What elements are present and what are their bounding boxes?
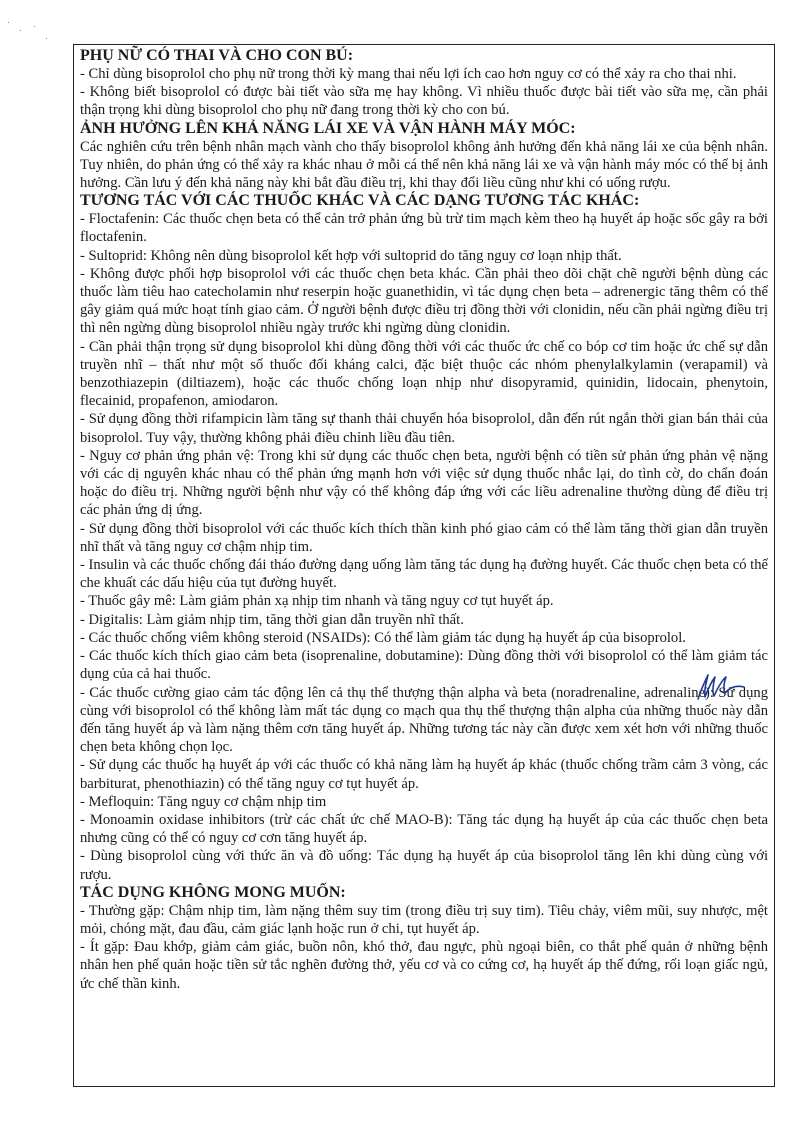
paragraph: - Digitalis: Làm giảm nhịp tim, tăng thời gian dẫn truyền nhĩ thất. [80,611,464,628]
paragraph: Các nghiên cứu trên bệnh nhân mạch vành cho thấy bisoprolol không ảnh hưởng đến khả năng lái xe của bệnh nhân. Tuy nhiên, do phản ứng có thể xảy ra khác nhau ở mỗi cá thể nên khả năng lái xe và vận hành máy móc có thể bị ảnh hưởng. Cần lưu ý đến khả năng này khi bắt đầu điều trị, khi thay đổi liều cũng như khi có uống rượu. [80,138,768,192]
paragraph: - Thuốc gây mê: Làm giảm phản xạ nhịp tim nhanh và tăng nguy cơ tụt huyết áp. [80,593,554,610]
paragraph: - Các thuốc cường giao cảm tác động lên cả thụ thể thượng thận alpha và beta (noradrenaline, adrenaline): Sử dụng cùng với bisoprolol có thể không làm mất tác dụng co mạch qua thụ thể thượng thận alpha của những thuốc này dẫn đến tăng huyết áp và làm nặng thêm cơn tăng huyết áp. Những tương tác này cần được xem xét hơn với những thuốc chẹn beta không chọn lọc. [80,684,768,756]
paragraph: - Không biết bisoprolol có được bài tiết vào sữa mẹ hay không. Vì nhiều thuốc được bài tiết vào sữa mẹ, cần phải thận trọng khi dùng bisoprolol cho phụ nữ đang trong thời kỳ cho con bú. [80,84,768,119]
section-heading: PHỤ NỮ CÓ THAI VÀ CHO CON BÚ: [80,47,354,64]
paragraph: - Insulin và các thuốc chống đái tháo đường dạng uống làm tăng tác dụng hạ đường huyết. Các thuốc chẹn beta có thể che khuất các dấu hiệu của tụt đường huyết. [80,557,768,592]
paragraph: - Sử dụng đồng thời bisoprolol với các thuốc kích thích thần kinh phó giao cảm có thể làm tăng thời gian dẫn truyền nhĩ thất và tăng nguy cơ chậm nhịp tim. [80,520,768,555]
paragraph: - Cần phải thận trọng sử dụng bisoprolol khi dùng đồng thời với các thuốc ức chế co bóp cơ tim hoặc ức chế sự dẫn truyền nhĩ – thất như một số thuốc đối kháng calci, đặc biệt thuộc các nhóm phenylalkylamin (verapamil) và benzothiazepin (diltiazem), hoặc các thuốc chống loạn nhịp như disopyramid, quinidin, lidocain, phenytoin, flecainid, propafenon, amiodaron. [80,338,768,410]
paragraph: - Dùng bisoprolol cùng với thức ăn và đồ uống: Tác dụng hạ huyết áp của bisoprolol tăng lên khi dùng cùng với rượu. [80,848,768,883]
section-heading: TÁC DỤNG KHÔNG MONG MUỐN: [80,883,346,901]
paragraph: - Nguy cơ phản ứng phản vệ: Trong khi sử dụng các thuốc chẹn beta, người bệnh có tiền sử phản ứng phản vệ nặng với các dị nguyên khác nhau có thể phản ứng mạnh hơn với việc sử dụng thuốc nhắc lại, do tình cờ, do chẩn đoán hoặc do điều trị. Những người bệnh như vậy có thể không đáp ứng với các liều adrenaline thường dùng để điều trị các phản ứng dị ứng. [80,447,768,519]
handwritten-signature [690,665,750,705]
section-interactions [80,192,768,884]
paragraph: - Không được phối hợp bisoprolol với các thuốc chẹn beta khác. Cần phải theo dõi chặt chẽ người bệnh dùng các thuốc làm tiêu hao catecholamin như reserpin hoặc guanethidin, vì tác dụng chẹn beta – adrenergic tăng thêm có thể gây giảm quá mức hoạt tính giao cảm. Ở người bệnh được điều trị đồng thời với clonidin, nếu cần phải ngừng điều trị thì nên ngừng dùng bisoprolol nhiều ngày trước khi ngừng dùng clonidin. [80,265,768,337]
paragraph: - Chỉ dùng bisoprolol cho phụ nữ trong thời kỳ mang thai nếu lợi ích cao hơn nguy cơ có thể xảy ra cho thai nhi. [80,66,737,82]
paragraph: - Thường gặp: Chậm nhịp tim, làm nặng thêm suy tim (trong điều trị suy tim). Tiêu chảy, viêm mũi, suy nhược, mệt mỏi, chóng mặt, đau đầu, cảm giác lạnh hoặc run ở chi, tụt huyết áp. [80,902,768,937]
paragraph: - Sử dụng các thuốc hạ huyết áp với các thuốc có khả năng làm hạ huyết áp khác (thuốc chống trầm cảm 3 vòng, các barbiturat, phenothiazin) có thể tăng nguy cơ tụt huyết áp. [80,757,768,792]
paragraph: - Ít gặp: Đau khớp, giảm cảm giác, buồn nôn, khó thở, đau ngực, phù ngoại biên, co thắt phế quản ở những bệnh nhân hen phế quản hoặc tiền sử tắc nghẽn đường thở, yếu cơ và co cứng cơ, hạ huyết áp thế đứng, rối loạn giấc ngủ, ức chế thần kinh. [80,939,768,992]
section-pregnancy [80,47,768,120]
paragraph: - Sử dụng đồng thời rifampicin làm tăng sự thanh thải chuyển hóa bisoprolol, dẫn đến rút ngắn thời gian bán thải của bisoprolol. Tuy vậy, thường không phải điều chỉnh liều đầu tiên. [80,411,768,446]
section-driving [80,120,768,193]
paragraph: - Sultoprid: Không nên dùng bisoprolol kết hợp với sultoprid do tăng nguy cơ loạn nhịp thất. [80,247,622,264]
paragraph: - Floctafenin: Các thuốc chẹn beta có thể cản trở phản ứng bù trừ tim mạch kèm theo hạ huyết áp hoặc sốc gây ra bởi floctafenin. [80,211,768,246]
document-frame [73,44,775,1087]
section-adverse-effects [80,884,768,993]
paragraph: - Các thuốc chống viêm không steroid (NSAIDs): Có thể làm giảm tác dụng hạ huyết áp của bisoprolol. [80,629,686,646]
section-heading: ẢNH HƯỞNG LÊN KHẢ NĂNG LÁI XE VÀ VẬN HÀNH MÁY MÓC: [80,119,576,137]
paragraph: - Các thuốc kích thích giao cảm beta (isoprenaline, dobutamine): Dùng đồng thời với bisoprolol có thể làm giảm tác dụng của cả hai thuốc. [80,648,768,683]
section-heading: TƯƠNG TÁC VỚI CÁC THUỐC KHÁC VÀ CÁC DẠNG TƯƠNG TÁC KHÁC: [80,192,640,210]
paragraph: - Mefloquin: Tăng nguy cơ chậm nhịp tim [80,793,327,810]
paragraph: - Monoamin oxidase inhibitors (trừ các chất ức chế MAO-B): Tăng tác dụng hạ huyết áp của các thuốc chẹn beta nhưng cũng có thể có nguy cơ cơn tăng huyết áp. [80,811,768,847]
